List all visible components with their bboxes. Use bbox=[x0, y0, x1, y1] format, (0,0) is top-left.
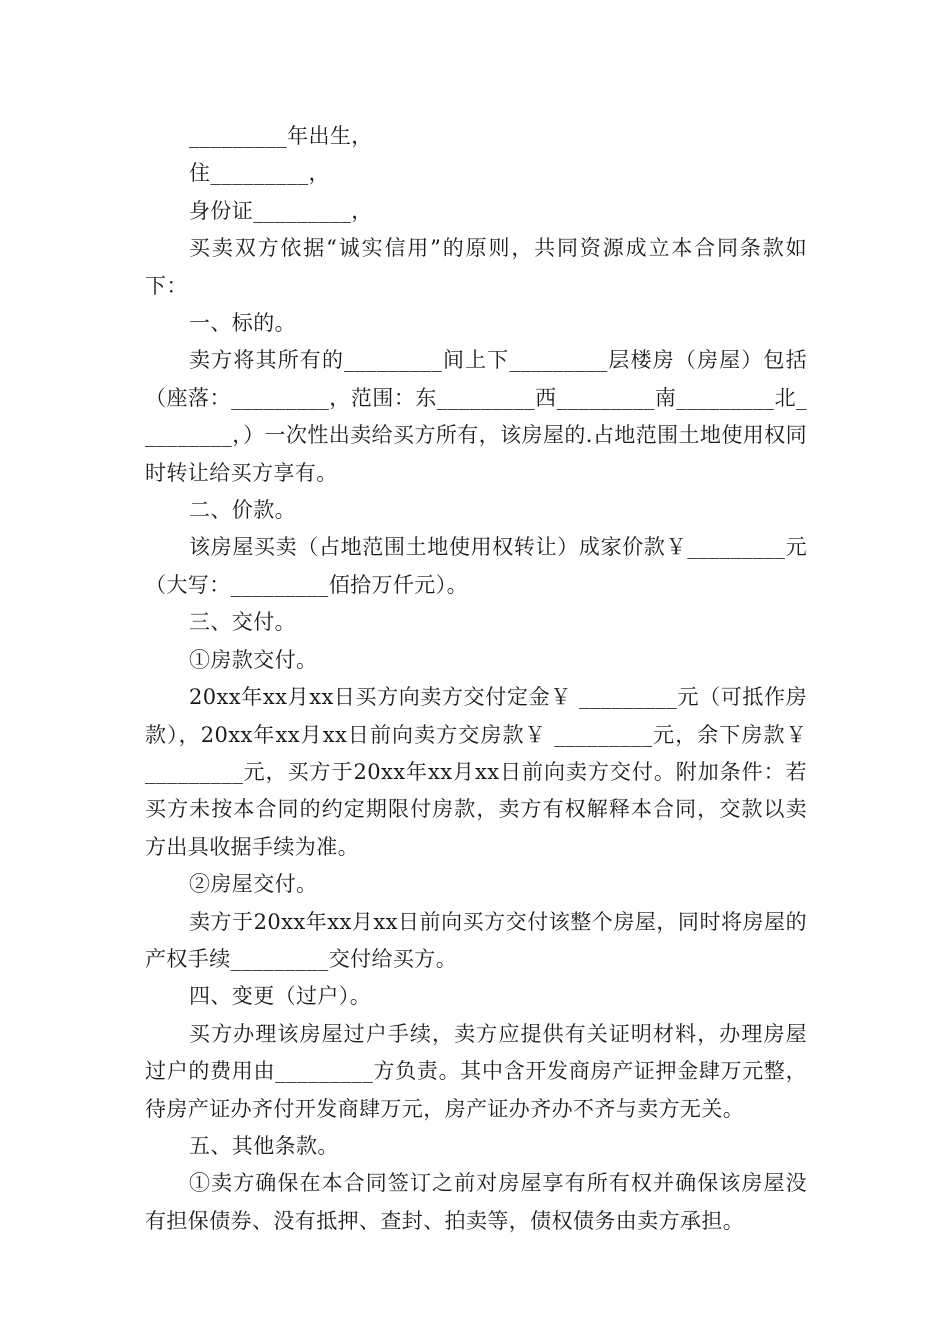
section-heading-transfer: 四、变更（过户）。 bbox=[189, 984, 372, 1009]
birth-year-line: _________年出生， bbox=[189, 124, 373, 148]
section-heading-price: 二、价款。 bbox=[189, 498, 296, 523]
section-heading-delivery: 三、交付。 bbox=[189, 610, 296, 635]
address-line: 住_________， bbox=[189, 161, 330, 186]
document-body bbox=[145, 118, 807, 1240]
house-delivery-paragraph: 卖方于20xx年xx月xx日前向买方交付该整个房屋，同时将房屋的产权手续_________交付给买方。 bbox=[145, 909, 807, 971]
subheading-payment: ①房款交付。 bbox=[189, 647, 318, 672]
subheading-house-delivery: ②房屋交付。 bbox=[189, 872, 318, 897]
transfer-paragraph: 买方办理该房屋过户手续，卖方应提供有关证明材料，办理房屋过户的费用由_________方负责。其中含开发商房产证押金肆万元整，待房产证办齐付开发商肆万元，房产证办齐办不齐与卖方无关。 bbox=[145, 1021, 807, 1121]
section-heading-subject: 一、标的。 bbox=[189, 311, 296, 336]
payment-paragraph: 20xx年xx月xx日买方向卖方交付定金￥ _________元（可抵作房款），20xx年xx月xx日前向卖方交房款￥ _________元，余下房款￥ _________元，买方于20xx年xx月xx日前向卖方交付。附加条件：若买方未按本合同的约定期限付房款，卖方有权解释本合同，交款以卖方出具收据手续为准。 bbox=[145, 685, 807, 859]
id-card-line: 身份证_________， bbox=[189, 198, 373, 223]
subject-paragraph: 卖方将其所有的_________间上下_________层楼房（房屋）包括（座落：_________，范围：东_________西_________南_________北_________，）一次性出卖给买方所有，该房屋的.占地范围土地使用权同时转让给买方享有。 bbox=[145, 348, 807, 485]
preamble-paragraph: 买卖双方依据“诚实信用”的原则，共同资源成立本合同条款如下： bbox=[145, 236, 807, 298]
other-terms-paragraph: ①卖方确保在本合同签订之前对房屋享有所有权并确保该房屋没有担保债券、没有抵押、查封、拍卖等，债权债务由卖方承担。 bbox=[145, 1171, 807, 1233]
price-paragraph: 该房屋买卖（占地范围土地使用权转让）成家价款￥_________元（大写：_________佰拾万仟元）。 bbox=[145, 535, 807, 597]
section-heading-other: 五、其他条款。 bbox=[189, 1133, 339, 1158]
